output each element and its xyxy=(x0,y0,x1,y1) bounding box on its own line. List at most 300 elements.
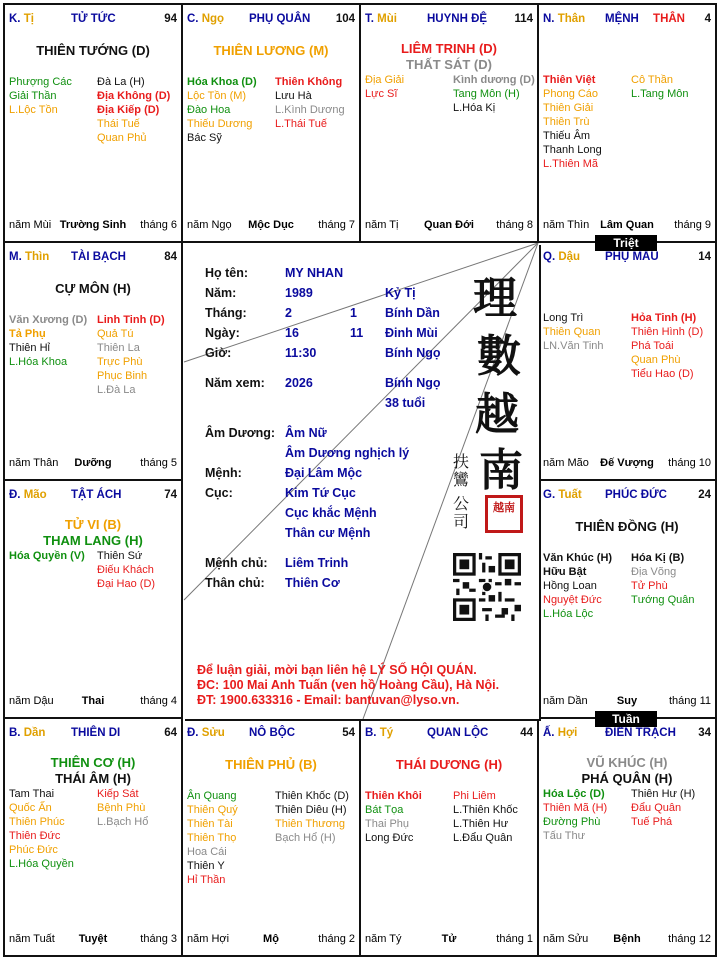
minor-star: Ân Quang xyxy=(187,790,237,802)
palace-number: 94 xyxy=(164,13,177,25)
main-star: THÁI ÂM (H) xyxy=(55,771,131,786)
minor-star: L.Hóa Quyền xyxy=(9,858,74,870)
left-stars xyxy=(543,787,607,843)
palace-branch-name: Thân xyxy=(557,13,586,25)
minor-star: Thiên Không xyxy=(275,76,343,88)
palace-year: năm Thìn xyxy=(543,219,590,231)
palace-branch xyxy=(365,727,393,739)
palace-header xyxy=(9,13,177,29)
calligraphy-small-left: 扶鸞 xyxy=(453,452,470,489)
minor-star: Tử Phù xyxy=(631,580,668,592)
palace-ty xyxy=(361,719,539,955)
minor-star: L.Kình Dương xyxy=(275,104,345,116)
minor-star: Phá Toái xyxy=(631,340,674,352)
palace-header xyxy=(543,13,711,29)
minor-star: Bệnh Phù xyxy=(97,802,146,814)
palace-name: HUYNH ĐỆ xyxy=(427,13,488,25)
palace-number: 84 xyxy=(164,251,177,263)
minor-star: Tiểu Hao (D) xyxy=(631,368,694,380)
palace-ngo xyxy=(183,5,361,243)
main-stars xyxy=(361,41,537,73)
palace-footer xyxy=(9,219,177,233)
minor-star: Hữu Bật xyxy=(543,566,587,578)
minor-star: Lưu Hà xyxy=(275,90,312,102)
minor-star: Hóa Khoa (D) xyxy=(187,76,257,88)
minor-star: Đà La (H) xyxy=(97,76,145,88)
palace-branch xyxy=(9,489,47,501)
palace-stage: Mộc Dục xyxy=(248,219,294,231)
palace-number: 114 xyxy=(514,13,533,25)
palace-branch xyxy=(543,13,585,25)
palace-stage: Đế Vượng xyxy=(600,457,654,469)
right-stars xyxy=(97,313,165,397)
palace-footer xyxy=(543,933,711,947)
minor-star: Kiếp Sát xyxy=(97,788,139,800)
age-value: 38 tuổi xyxy=(385,396,426,410)
palace-stage: Tuyệt xyxy=(78,933,108,945)
main-star: THIÊN ĐỒNG (H) xyxy=(575,519,679,534)
minor-star: L.Đẩu Quân xyxy=(453,832,513,844)
red-seal-stamp: 越南 xyxy=(485,495,523,533)
palace-branch xyxy=(543,489,582,501)
palace-stem: C. xyxy=(187,13,199,25)
minor-star: Phi Liêm xyxy=(453,790,496,802)
month-lunar: 1 xyxy=(350,306,357,320)
minor-star: Kình dương (D) xyxy=(453,74,535,86)
minor-star: Hóa Kị (B) xyxy=(631,552,685,564)
palace-stage: Quan Đới xyxy=(424,219,474,231)
main-star: THAM LANG (H) xyxy=(43,533,143,548)
am-duong-label: Âm Dương: xyxy=(205,426,276,440)
left-stars xyxy=(9,313,87,369)
palace-name: TỬ TỨC xyxy=(71,13,116,25)
left-stars xyxy=(543,311,604,353)
palace-branch-name: Tý xyxy=(379,727,394,739)
minor-star: Thiên La xyxy=(97,342,140,354)
palace-stage: Suy xyxy=(616,695,638,707)
minor-star: Thiên Diêu (H) xyxy=(275,804,347,816)
cuc-note-2: Thân cư Mệnh xyxy=(285,526,371,540)
palace-month: tháng 1 xyxy=(496,933,533,945)
than-chu-value: Thiên Cơ xyxy=(285,576,340,590)
menh-chu-label: Mệnh chủ: xyxy=(205,556,268,570)
minor-star: L.Tang Môn xyxy=(631,88,689,100)
main-star: THIÊN LƯƠNG (M) xyxy=(213,43,329,58)
palace-branch-name: Mùi xyxy=(377,13,397,25)
minor-star: Văn Khúc (H) xyxy=(543,552,613,564)
minor-star: Phượng Các xyxy=(9,76,72,88)
main-stars xyxy=(361,757,537,773)
palace-year: năm Sửu xyxy=(543,933,589,945)
minor-star: Thiên Khôi xyxy=(365,790,422,802)
minor-star: Điếu Khách xyxy=(97,564,154,576)
minor-star: L.Hóa Kị xyxy=(453,102,496,114)
center-info-panel xyxy=(185,245,541,721)
palace-footer xyxy=(365,933,533,947)
palace-dan xyxy=(5,719,183,955)
view-year-label: Năm xem: xyxy=(205,376,265,390)
palace-header xyxy=(9,727,177,743)
minor-star: Phúc Đức xyxy=(9,844,58,856)
hour-label: Giờ: xyxy=(205,346,232,360)
minor-star: Tam Thai xyxy=(9,788,55,800)
view-year-value: 2026 xyxy=(285,376,313,390)
main-stars xyxy=(5,755,181,787)
palace-branch xyxy=(9,13,34,25)
day-label: Ngày: xyxy=(205,326,240,340)
palace-year: năm Mùi xyxy=(9,219,52,231)
palace-month: tháng 2 xyxy=(318,933,355,945)
am-duong-note: Âm Dương nghịch lý xyxy=(285,446,410,460)
palace-header xyxy=(543,489,711,505)
palace-name: TÀI BẠCH xyxy=(71,251,126,263)
palace-stage: Tử xyxy=(441,933,457,945)
main-star: THÁI DƯƠNG (H) xyxy=(395,757,503,772)
palace-branch-name: Ngọ xyxy=(201,13,225,25)
palace-footer xyxy=(187,933,355,947)
minor-star: Thiên Khốc (D) xyxy=(275,790,349,802)
minor-star: Tuế Phá xyxy=(631,816,673,828)
minor-star: Thiên Hư (H) xyxy=(631,788,696,800)
minor-star: Quan Phủ xyxy=(97,132,147,144)
palace-footer xyxy=(9,457,177,471)
main-stars xyxy=(539,519,715,535)
minor-star: Nguyệt Đức xyxy=(543,594,602,606)
calligraphy-char-4: 南 xyxy=(479,445,523,496)
palace-branch-name: Hợi xyxy=(557,727,578,739)
palace-branch-name: Sửu xyxy=(201,727,225,739)
minor-star: Bác Sỹ xyxy=(187,132,222,144)
palace-name: MỆNH xyxy=(605,13,639,25)
palace-year: năm Ngọ xyxy=(187,219,232,231)
qr-code[interactable] xyxy=(453,553,521,621)
right-stars xyxy=(631,311,703,381)
left-stars xyxy=(187,789,238,887)
palace-stem: Đ. xyxy=(9,489,21,501)
palace-branch xyxy=(543,251,580,263)
palace-footer xyxy=(543,219,711,233)
minor-star: Địa Giải xyxy=(365,74,405,86)
minor-star: Quả Tú xyxy=(97,328,134,340)
minor-star: Thiên Việt xyxy=(543,74,596,86)
minor-star: Thiên Hình (D) xyxy=(631,326,704,338)
palace-month: tháng 7 xyxy=(318,219,355,231)
palace-month: tháng 4 xyxy=(140,695,177,707)
palace-month: tháng 5 xyxy=(140,457,177,469)
minor-star: Hỏa Tinh (H) xyxy=(631,312,697,324)
minor-star: Thiên Phúc xyxy=(9,816,65,828)
minor-star: L.Đà La xyxy=(97,384,136,396)
than-marker: THÂN xyxy=(653,13,685,25)
minor-star: Phong Cáo xyxy=(543,88,599,100)
main-star: CỰ MÔN (H) xyxy=(55,281,131,296)
menh-value: Đại Lâm Mộc xyxy=(285,466,363,480)
day-can-chi: Đinh Mùi xyxy=(385,326,438,340)
minor-star: Thiên Y xyxy=(187,860,225,872)
horoscope-chart xyxy=(3,3,717,957)
palace-year: năm Dần xyxy=(543,695,588,707)
main-stars xyxy=(5,281,181,297)
palace-month: tháng 8 xyxy=(496,219,533,231)
calligraphy-char-2: 數 xyxy=(477,331,521,382)
minor-star: Bát Tọa xyxy=(365,804,404,816)
palace-number: 14 xyxy=(698,251,711,263)
minor-star: Đẩu Quân xyxy=(631,802,682,814)
palace-stem: T. xyxy=(365,13,374,25)
palace-stem: M. xyxy=(9,251,22,263)
main-star: THIÊN CƠ (H) xyxy=(50,755,136,770)
palace-stem: Đ. xyxy=(187,727,199,739)
palace-footer xyxy=(187,219,355,233)
menh-chu-value: Liêm Trinh xyxy=(285,556,349,570)
palace-header xyxy=(543,727,711,743)
minor-star: Tả Phụ xyxy=(9,328,46,340)
tuan-tag: Tuần xyxy=(595,711,657,727)
minor-star: Văn Xương (D) xyxy=(9,314,88,326)
minor-star: Tang Môn (H) xyxy=(453,88,520,100)
palace-year: năm Tuất xyxy=(9,933,55,945)
left-stars xyxy=(9,75,72,117)
palace-month: tháng 10 xyxy=(668,457,711,469)
hour-can-chi: Bính Ngọ xyxy=(385,346,441,360)
palace-month: tháng 12 xyxy=(668,933,711,945)
triet-tag: Triệt xyxy=(595,235,657,251)
right-stars xyxy=(97,75,170,145)
palace-stem: N. xyxy=(543,13,555,25)
palace-year: năm Dậu xyxy=(9,695,54,707)
palace-thin xyxy=(5,243,183,481)
main-stars xyxy=(5,517,181,549)
right-stars xyxy=(275,75,345,131)
palace-branch-name: Dần xyxy=(23,727,46,739)
palace-year: năm Thân xyxy=(9,457,59,469)
main-star: LIÊM TRINH (D) xyxy=(400,41,498,56)
palace-dau xyxy=(539,243,715,481)
minor-star: LN.Văn Tinh xyxy=(543,340,604,352)
palace-stem: K. xyxy=(9,13,21,25)
palace-stem: Ấ. xyxy=(543,727,555,739)
minor-star: Địa Không (D) xyxy=(97,90,171,102)
palace-branch-name: Dậu xyxy=(558,251,581,263)
menh-label: Mệnh: xyxy=(205,466,242,480)
palace-header xyxy=(543,251,711,267)
minor-star: Thiên Quý xyxy=(187,804,238,816)
palace-header xyxy=(9,251,177,267)
palace-header xyxy=(187,727,355,743)
am-duong-value: Âm Nữ xyxy=(285,426,327,440)
palace-name: PHÚC ĐỨC xyxy=(605,489,667,501)
minor-star: Thiên Đức xyxy=(9,830,61,842)
main-star: THẤT SÁT (D) xyxy=(406,57,492,72)
main-star: THIÊN TƯỚNG (D) xyxy=(36,43,150,58)
minor-star: Thiên Giải xyxy=(543,102,594,114)
minor-star: Địa Kiếp (D) xyxy=(97,104,160,116)
month-solar: 2 xyxy=(285,306,292,320)
minor-star: Cô Thần xyxy=(631,74,673,86)
calligraphy-char-3: 越 xyxy=(475,389,519,440)
palace-branch-name: Thìn xyxy=(24,251,50,263)
minor-star: Thiên Trù xyxy=(543,116,590,128)
main-stars xyxy=(183,43,359,59)
palace-header xyxy=(365,13,533,29)
palace-month: tháng 3 xyxy=(140,933,177,945)
minor-star: Thiên Quan xyxy=(543,326,601,338)
main-stars xyxy=(5,43,181,59)
contact-phone-email: ĐT: 1900.633316 - Email: bantuvan@lyso.vn. xyxy=(197,693,460,707)
minor-star: Hoa Cái xyxy=(187,846,227,858)
palace-tuat xyxy=(539,481,715,719)
minor-star: Quan Phù xyxy=(631,354,681,366)
palace-number: 54 xyxy=(342,727,355,739)
palace-branch-name: Tuất xyxy=(558,489,582,501)
minor-star: Giải Thần xyxy=(9,90,57,102)
calligraphy-char-1: 理 xyxy=(473,273,517,324)
main-star: PHÁ QUÂN (H) xyxy=(581,771,673,786)
minor-star: Thai Phụ xyxy=(365,818,410,830)
palace-stage: Mộ xyxy=(263,933,279,945)
left-stars xyxy=(9,549,85,563)
minor-star: Long Trì xyxy=(543,312,584,324)
minor-star: L.Hóa Lộc xyxy=(543,608,594,620)
year-value: 1989 xyxy=(285,286,313,300)
palace-branch xyxy=(187,13,224,25)
palace-stage: Thai xyxy=(81,695,105,707)
year-can-chi: Kỷ Tị xyxy=(385,286,416,300)
hour-value: 11:30 xyxy=(285,346,317,360)
palace-stage: Bệnh xyxy=(613,933,641,945)
palace-year: năm Hợi xyxy=(187,933,230,945)
minor-star: Thiên Mã (H) xyxy=(543,802,608,814)
main-star: THIÊN PHỦ (B) xyxy=(225,757,317,772)
palace-name: TẬT ÁCH xyxy=(71,489,122,501)
palace-branch xyxy=(187,727,225,739)
minor-star: Trực Phù xyxy=(97,356,143,368)
minor-star: Lộc Tồn (M) xyxy=(187,90,247,102)
palace-branch-name: Mão xyxy=(23,489,47,501)
palace-than xyxy=(539,5,715,243)
palace-suu xyxy=(183,719,361,955)
palace-branch xyxy=(9,727,45,739)
minor-star: Thiên Thương xyxy=(275,818,346,830)
minor-star: L.Thiên Hư xyxy=(453,818,509,830)
day-lunar: 11 xyxy=(350,326,364,340)
main-stars xyxy=(539,755,715,787)
minor-star: L.Lộc Tồn xyxy=(9,104,58,116)
contact-line-1: Để luận giải, mời bạn liên hệ LÝ SỐ HỘI QUÁN. xyxy=(197,663,477,677)
left-stars xyxy=(9,787,74,871)
palace-stem: Q. xyxy=(543,251,556,263)
palace-branch xyxy=(543,727,577,739)
minor-star: Hồng Loan xyxy=(543,580,597,592)
palace-year: năm Tị xyxy=(365,219,399,231)
minor-star: L.Thái Tuế xyxy=(275,118,327,130)
left-stars xyxy=(365,73,404,101)
main-stars xyxy=(183,757,359,773)
left-stars xyxy=(543,73,602,171)
contact-address: ĐC: 100 Mai Anh Tuấn (ven hồ Hoàng Cầu), Hà Nội. xyxy=(197,678,500,692)
palace-month: tháng 9 xyxy=(674,219,711,231)
palace-branch xyxy=(9,251,49,263)
palace-number: 104 xyxy=(335,13,355,25)
palace-header xyxy=(9,489,177,505)
minor-star: Đào Hoa xyxy=(187,104,231,116)
minor-star: Thái Tuế xyxy=(97,118,140,130)
cuc-value: Kim Tứ Cục xyxy=(285,486,356,500)
minor-star: Địa Võng xyxy=(631,566,677,578)
minor-star: Đường Phù xyxy=(543,816,601,828)
minor-star: Thiên Thọ xyxy=(187,832,237,844)
palace-branch-name: Tị xyxy=(23,13,34,25)
main-star: VŨ KHÚC (H) xyxy=(586,755,668,770)
palace-header xyxy=(365,727,533,743)
palace-stem: G. xyxy=(543,489,556,501)
calligraphy-small-right: 公司 xyxy=(453,494,470,531)
minor-star: Thiên Sứ xyxy=(97,550,143,562)
right-stars xyxy=(97,787,148,829)
palace-stage: Lâm Quan xyxy=(600,219,654,231)
palace-footer xyxy=(9,695,177,709)
right-stars xyxy=(631,551,695,607)
palace-header xyxy=(187,13,355,29)
minor-star: Bạch Hổ (H) xyxy=(275,832,336,844)
palace-stage: Trường Sinh xyxy=(59,219,127,231)
minor-star: Hỉ Thần xyxy=(187,874,226,886)
palace-name: ĐIỀN TRẠCH xyxy=(605,727,676,739)
palace-month: tháng 6 xyxy=(140,219,177,231)
palace-footer xyxy=(543,457,711,471)
minor-star: Linh Tinh (D) xyxy=(97,314,165,326)
minor-star: Thiên Tài xyxy=(187,818,233,830)
contact-info xyxy=(197,663,537,708)
view-year-can-chi: Bính Ngọ xyxy=(385,376,441,390)
left-stars xyxy=(365,789,422,845)
minor-star: Quốc Ấn xyxy=(9,802,52,814)
month-can-chi: Bính Dần xyxy=(385,306,440,320)
minor-star: Lực Sĩ xyxy=(365,88,398,100)
palace-year: năm Mão xyxy=(543,457,589,469)
right-stars xyxy=(453,73,535,115)
palace-footer xyxy=(365,219,533,233)
palace-footer xyxy=(543,695,711,709)
minor-star: Đại Hao (D) xyxy=(97,578,156,590)
palace-stem: B. xyxy=(365,727,377,739)
day-solar: 16 xyxy=(285,326,299,340)
palace-stem: B. xyxy=(9,727,21,739)
palace-mui xyxy=(361,5,539,243)
palace-name: THIÊN DI xyxy=(71,727,121,739)
info-rows xyxy=(205,263,455,603)
palace-name: QUAN LỘC xyxy=(427,727,489,739)
minor-star: Thiếu Âm xyxy=(543,130,591,142)
name-label: Họ tên: xyxy=(205,266,249,280)
left-stars xyxy=(187,75,257,145)
palace-mao xyxy=(5,481,183,719)
minor-star: L.Thiên Mã xyxy=(543,158,599,170)
than-chu-label: Thân chủ: xyxy=(205,576,265,590)
name-value: MY NHAN xyxy=(285,266,344,280)
cuc-label: Cục: xyxy=(205,486,233,500)
minor-star: Thanh Long xyxy=(543,144,602,156)
month-label: Tháng: xyxy=(205,306,247,320)
year-label: Năm: xyxy=(205,286,237,300)
minor-star: Long Đức xyxy=(365,832,414,844)
minor-star: Tướng Quân xyxy=(631,594,695,606)
palace-branch xyxy=(365,13,397,25)
minor-star: Phục Binh xyxy=(97,370,148,382)
minor-star: Thiên Hỉ xyxy=(9,342,50,354)
right-stars xyxy=(453,789,518,845)
palace-footer xyxy=(9,933,177,947)
